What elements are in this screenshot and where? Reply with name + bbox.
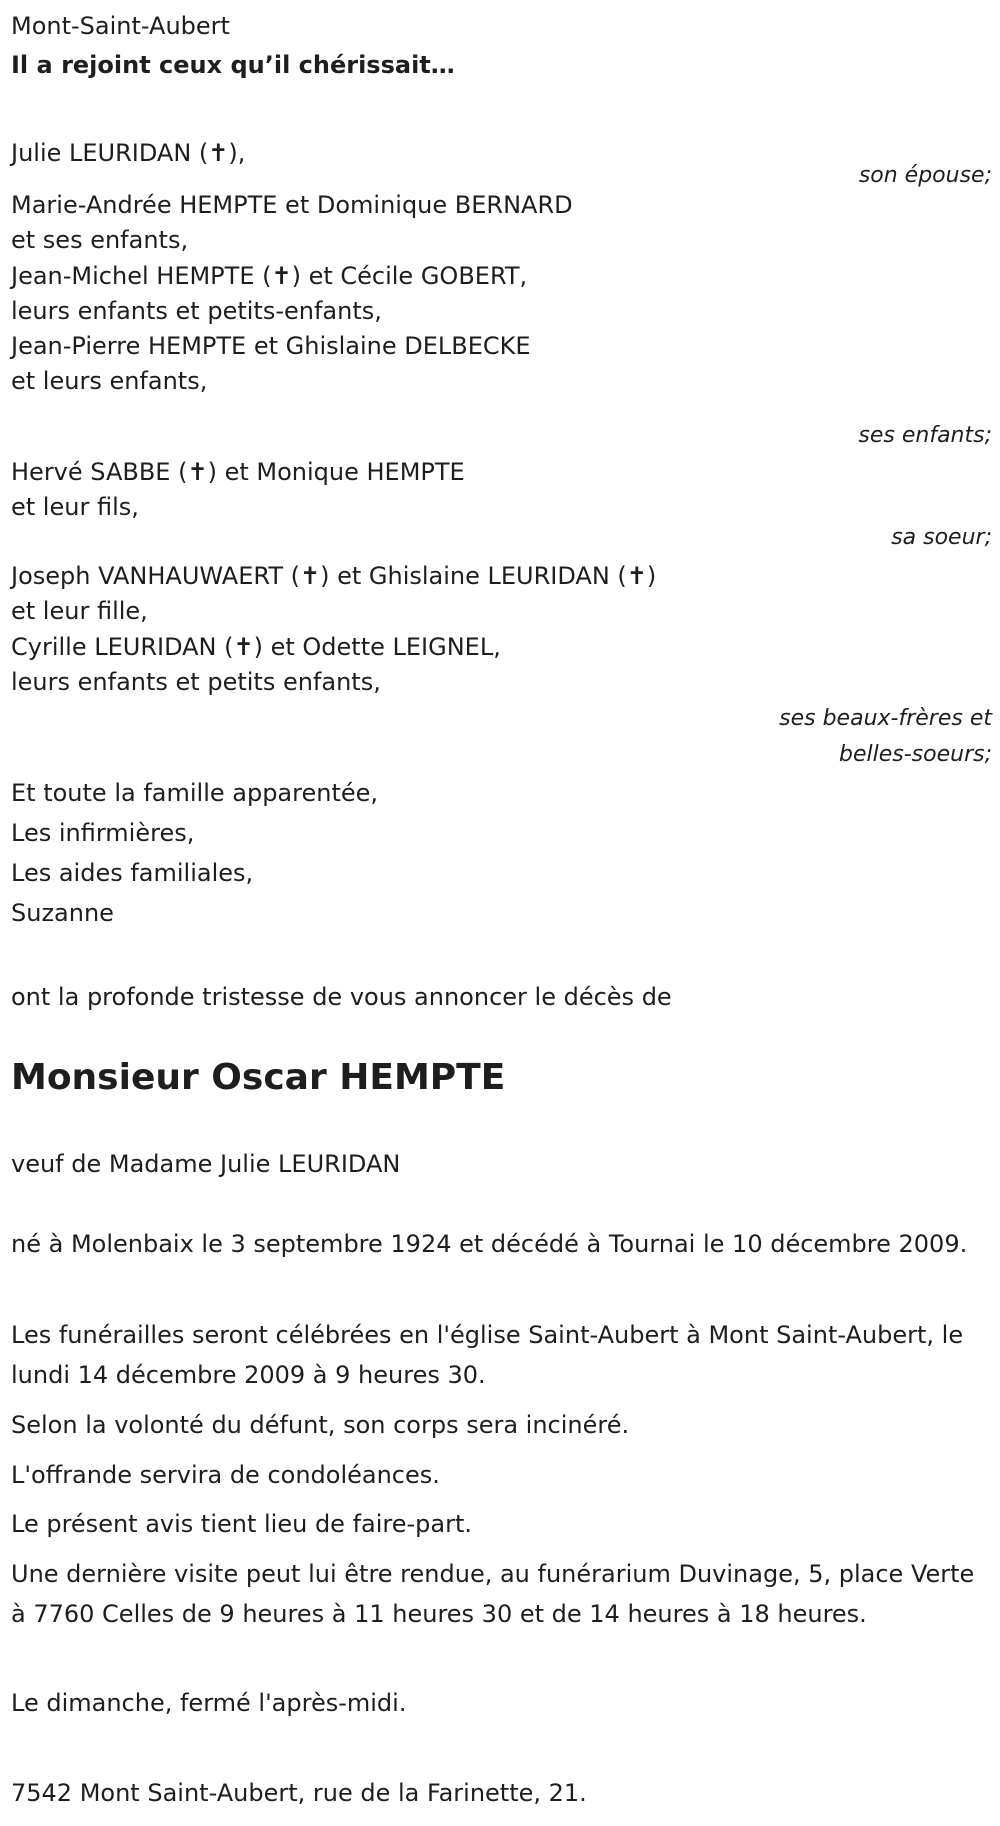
family-line: Hervé SABBE (✝) et Monique HEMPTE <box>11 458 465 486</box>
family-line: Les infirmières, <box>11 819 195 847</box>
family-line: Joseph VANHAUWAERT (✝) et Ghislaine LEURIDAN (✝) <box>11 562 657 590</box>
family-line: leurs enfants et petits enfants, <box>11 668 381 696</box>
detail-paragraph: Les funérailles seront célébrées en l'église Saint-Aubert à Mont Saint-Aubert, le lundi 14 décembre 2009 à 9 heures 30. <box>11 1321 964 1389</box>
detail-paragraph: né à Molenbaix le 3 septembre 1924 et décédé à Tournai le 10 décembre 2009. <box>11 1230 968 1258</box>
family-line: et leur fils, <box>11 493 139 521</box>
family-line: et leurs enfants, <box>11 367 208 395</box>
deceased-name: Monsieur Oscar HEMPTE <box>11 1057 506 1098</box>
detail-paragraph: Une dernière visite peut lui être rendue, au funérarium Duvinage, 5, place Verte à 7760 Celles de 9 heures à 11 heures 30 et de 14 heures à 18 heures. <box>11 1560 975 1628</box>
in-laws-role-line-2: belles-soeurs; <box>839 742 992 767</box>
family-line: Suzanne <box>11 899 114 927</box>
family-line: et leur fille, <box>11 597 148 625</box>
family-line: Cyrille LEURIDAN (✝) et Odette LEIGNEL, <box>11 633 501 661</box>
family-line: Jean-Pierre HEMPTE et Ghislaine DELBECKE <box>11 332 531 360</box>
address: 7542 Mont Saint-Aubert, rue de la Farinette, 21. <box>11 1779 587 1807</box>
family-line: Les aides familiales, <box>11 859 254 887</box>
tagline: Il a rejoint ceux qu’il chérissait… <box>11 51 455 79</box>
announcement: ont la profonde tristesse de vous annoncer le décès de <box>11 983 672 1011</box>
family-line: Et toute la famille apparentée, <box>11 779 379 807</box>
children-role: ses enfants; <box>858 423 992 448</box>
spouse-role: son épouse; <box>858 163 992 188</box>
detail-paragraph: Le dimanche, fermé l'après-midi. <box>11 1689 407 1717</box>
detail-paragraph: Le présent avis tient lieu de faire-part. <box>11 1510 473 1538</box>
location-heading: Mont-Saint-Aubert <box>11 12 230 40</box>
in-laws-role-line-1: ses beaux-frères et <box>779 706 992 731</box>
family-line: Jean-Michel HEMPTE (✝) et Cécile GOBERT, <box>11 262 528 290</box>
sister-role: sa soeur; <box>891 525 992 550</box>
spouse-name: Julie LEURIDAN (✝), <box>11 139 246 167</box>
detail-paragraph: Selon la volonté du défunt, son corps sera incinéré. <box>11 1411 630 1439</box>
detail-paragraph: L'offrande servira de condoléances. <box>11 1461 440 1489</box>
family-line: leurs enfants et petits-enfants, <box>11 297 382 325</box>
family-line: Marie-Andrée HEMPTE et Dominique BERNARD <box>11 191 573 219</box>
widower-line: veuf de Madame Julie LEURIDAN <box>11 1150 401 1178</box>
family-line: et ses enfants, <box>11 226 189 254</box>
